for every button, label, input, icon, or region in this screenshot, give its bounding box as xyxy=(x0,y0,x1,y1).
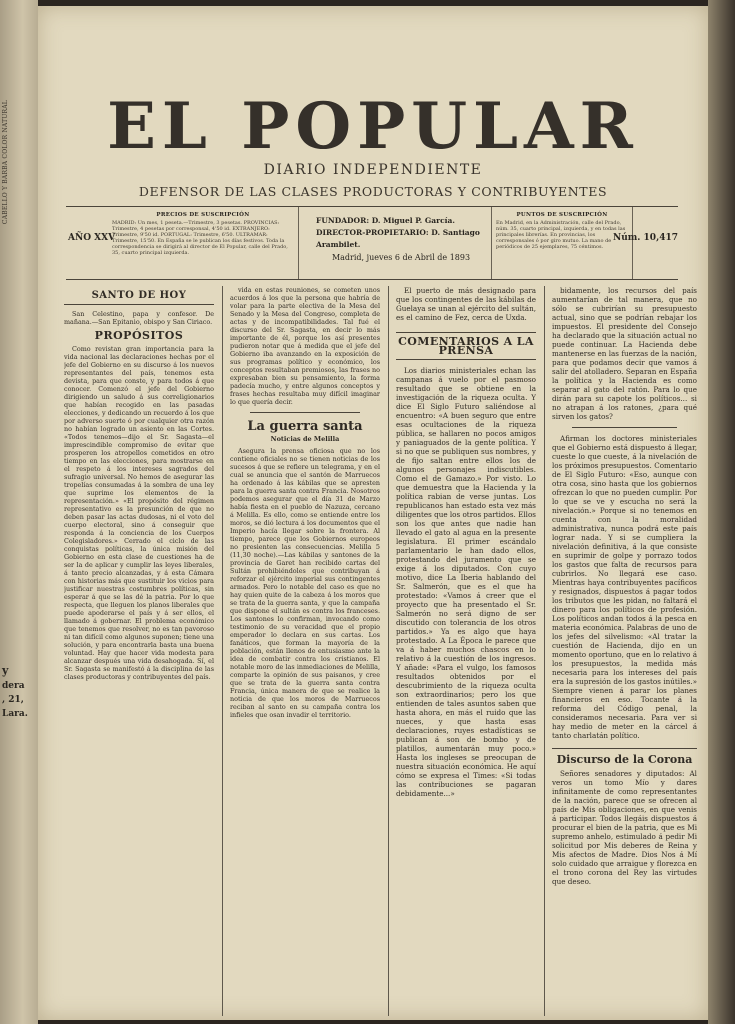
newspaper-subtitle: DIARIO INDEPENDIENTE xyxy=(263,162,483,178)
strip-fragment: Lara. xyxy=(2,709,28,719)
issue-number: Núm. 10,417 xyxy=(612,233,678,243)
santo-text: San Celestino, papa y confesor. De mañana.—San Epitanio, obispo y San Ciriaco. xyxy=(64,310,214,326)
col4-mid-text: Afirman los doctores ministeriales que el Gobierno está dispuesto á llegar, cueste lo que cueste, á la nivelación de los próximos presupuestos. Comentario de El Siglo Futuro: «Eso, aunque con otra cosa, sino hasta que los gobiernos ofrezcan lo que no pueden cumplir. Por lo que se ve y escucha no será la nivelación.» Porque si no tenemos en cuenta con la moralidad administrativa, nunca podrá este país lograr nada. Y si se cumpliera la nivelación definitiva, á la que consiste en suprimir de golpe y porrazo todos los gastos que falta de recursos para cubrirlos. No llegará ese caso. Mientras haya contribuyentes pacíficos y resignados, dispuestos á pagar todos los tributos que les pidan, no faltará el dinero para los políticos de profesión. Los políticos andan todos á la pesca en materia económica. Palabras de uno de los jefes del silvelismo: «Al tratar la cuestión de Hacienda, dijo en un momento oportuno, que en lo relativo á los presupuestos, la medida más necesaria para los intereses del país era la supresión de los gastos inútiles.» Siempre vienen á parar los planes financieros en eso. Tocante á la reforma del Código penal, la consideramos necesaria. Para ver si hay medio de meter en la cárcel á tanto charlatán político. xyxy=(552,434,697,740)
col3-top-text: El puerto de más designado para que los contingentes de las kábilas de Guelaya se unan al ejército del sultán, es el camino de Fez, cerca de Uxda. xyxy=(396,286,536,322)
director-line: DIRECTOR-PROPIETARIO: D. Santiago Arambilet. xyxy=(316,228,480,249)
prensa-heading: COMENTARIOS A LA PRENSA xyxy=(396,332,536,360)
newspaper-masthead: EL POPULAR xyxy=(107,89,639,164)
subscription-prices xyxy=(108,207,299,279)
points-text: En Madrid, en la Administración, calle del Prado, núm. 35, cuarto principal, izquierda, y en todas las principales librerías. En provincias, los corresponsales ó por giro mutuo. La mano de periódicos de 25 ejemplares, 75 céntimos. xyxy=(496,220,626,250)
column-1 xyxy=(64,286,214,1020)
issue-date: Madrid, jueves 6 de Abril de 1893 xyxy=(331,253,471,262)
propositos-heading: PROPÓSITOS xyxy=(94,329,184,342)
corona-heading: Discurso de la Corona xyxy=(552,748,697,764)
column-4 xyxy=(552,286,697,1020)
santo-heading: SANTO DE HOY xyxy=(64,292,214,305)
strip-fragment: , 21, xyxy=(2,695,24,705)
col2-top-text: vida en estas reuniones, se cometen unos acuerdos á los que la persona que habría de volar para la parte electiva de la Mesa del Senado y la Mesa del Congreso, completa de actas y de incompatibilidades. Tal fué el discurso del Sr. Sagasta, en decir lo más importante de él, porque los así presentes pudieron notar que á medida que el jefe del Gobierno iba avanzando en la exposición de sus programas político y económico, los conceptos resultaban premiosos, las frases no expresaban bien su pensamiento, la forma padecía mucho, y entre algunos conceptos y frases hechas resultaba muy difícil imaginar lo que quería decir. xyxy=(230,286,380,406)
prices-heading: PRECIOS DE SUSCRIPCIÓN xyxy=(156,212,250,218)
founder-info xyxy=(316,215,486,251)
section-separator xyxy=(572,427,677,428)
column-rule xyxy=(222,286,223,1016)
strip-vertical-text: CABELLO Y BARBA COLOR NATURAL xyxy=(2,100,9,225)
newspaper-motto: DEFENSOR DE LAS CLASES PRODUCTORAS Y CONTRIBUYENTES xyxy=(138,184,608,199)
column-3 xyxy=(396,286,536,1020)
strip-fragment: y xyxy=(2,664,9,677)
column-rule xyxy=(388,286,389,1016)
strip-fragment: dera xyxy=(2,681,25,691)
guerra-text: Asegura la prensa oficiosa que no los contiene oficiales no se tienen noticias de los sucesos á que se refiere un telegrama, y en el cual se anuncia que el santón de Marruecos ha ordenado á las kábilas que se apresten para la guerra santa contra Francia. Nosotros podemos asegurar que el día 31 de Marzo había fiesta en el pueblo de Nazuza, cercano á Melilla. Es ello, como se entiende entre los moros, se dió lectura á los documentos que el Imperio hacía llegar sobre la frontera. Al tiempo, parece que los Gobiernos europeos no presienten las consecuencias. Melilla 5 (11,30 noche).—Las kábilas y santones de la provincia de Garet han recibido cartas del Sultán prohibiéndoles que contribuyan á reforzar el ejército imperial sus contingentes armados. Pero lo notable del caso es que no hay quien quite de la cabeza á los moros que se trata de la guerra santa, y que la campaña que dispone el sultán es contra los franceses. Los santones lo confirman, invocando como testimonio de su veracidad que el propio emperador lo declara en sus cartas. Los fanáticos, que forman la mayoría de la población, están llenos de entusiasmo ante la idea de combatir contra los cristianos. El notable moro de las inmediaciones de Melilla, comparte la opinión de sus paisanos, y cree que se trata de la guerra santa contra Francia, única manera de que se realice la noticia de que los moros de Marruecos reciban al santo en su campaña contra los infieles que osan invadir el territorio. xyxy=(230,447,380,719)
column-2 xyxy=(230,286,380,1020)
prices-text: MADRID: Un mes, 1 peseta.—Trimestre, 3 pesetas. PROVINCIAS: Trimestre, 4 pesetas por corresponsal, 4'50 id. EXTRANJERO: Trimestre, 9'50 id. PORTUGAL: Trimestre, 6'50. ULTRAMAR: Trimestre, 15'50. En España se le publican los días festivos. Toda la correspondencia se dirigirá al director de El Popular, calle del Prado, 35, cuarto principal izquierda. xyxy=(112,220,288,256)
founder-line: FUNDADOR: D. Miguel P. García. xyxy=(316,216,455,225)
section-separator xyxy=(250,412,360,413)
subscription-points xyxy=(491,207,633,279)
points-heading: PUNTOS DE SUSCRIPCIÓN xyxy=(516,212,608,218)
col4-top-text: bidamente, los recursos del país aumentarían de tal manera, que no sólo se cubrirían su presupuesto actual, sino que se podrían rebajar los impuestos. El presidente del Consejo ha declarado que la situación actual no puede continuar. La Hacienda debe mantenerse en las fuerzas de la nación, para que podamos decir que vamos á salir del atolladero. Separan en España la política y la Hacienda es como separar al gato del ratón. Para lo que dirán para su capote los políticos... si no atrapan á los ratones, ¿para qué sirven los gatos? xyxy=(552,286,697,421)
guerra-subheading: Noticias de Melilla xyxy=(270,435,340,443)
prensa-text: Los diarios ministeriales echan las campanas á vuelo por el pasmoso resultado que se obtiene en la investigación de la riqueza oculta. Y dice El Siglo Futuro saliéndose al encuentro: «A buen seguro que entre esas ocultaciones de la riqueza pública, se hallaren no pocos amigos y paniaguados de la gente política. Y si no que se publiquen sus nombres, y de fijo saltan entre ellos los de algunos personajes indiscutibles. Como el de Gamazo.» Por visto. Lo que demuestra que la Hacienda y la política rabian de verse juntas. Los republicanos han estado esta vez más diligentes que los otros partidos. Ellos son los que antes que nadie han llevado el gato al agua en la presente legislatura. El primer escándalo parlamentario le han dado ellos, protestando del juramento que se exige á los diputados. Con cuyo motivo, dice La Iberia hablando del Sr. Salmerón, que es el que ha protestado: «Vamos á creer que el proyecto que ha presentado el Sr. Salmerón no será digno de ser discutido con tolerancia de los otros partidos.» Ya es algo que haya protestado. A La Época le parece que va á haber muchos chascos en lo relativo á la cuestión de los ingresos. Y añade: «Para el vulgo, los famosos resultados obtenidos por el descubrimiento de la riqueza oculta son extraordinarios; pero los que entienden de tales asuntos saben que hasta ahora, en más el ruido que las nueces, y que hasta esas declaraciones, ruyes estadísticas se publican á son de bombo y de platillos, aumentarán muy poco.» Hasta los ingleses se preocupan de nuestra situación económica. He aquí cómo se expresa el Times: «Si todas las contribuciones se pagaran debidamente...» xyxy=(396,366,536,798)
year-label: AÑO XXV xyxy=(68,233,116,243)
guerra-heading: La guerra santa xyxy=(247,419,363,434)
column-rule xyxy=(544,286,545,1016)
corona-text: Señores senadores y diputados: Al veros un tomo Mío y dares infinitamente de como representantes de la nación, parece que se ofrecen al país de Mis obligaciones, en que venis á participar. Todos llegáis dispuestos á procurar el bien de la patria, que es Mi supremo anhelo, estimulado á pedir Mi solicitud por Mis deberes de Reina y Mis afectos de Madre. Dios Nos á Mí solo cuidado que arraigue y florezca en el trono corona del Rey las virtudes que deseo. xyxy=(552,769,697,886)
info-bar xyxy=(66,206,678,280)
propositos-text: Como revistan gran importancia para la vida nacional las declaraciones hechas por el jefe del Gobierno en su discurso á los nuevos representantes del país, tenemos esta devista, para que conste, y para todos á que conocer. Comenzó el jefe del Gobierno dirigiendo un saludo á sus correligionarios que habían recogido en las pasadas elecciones, y dedicando un recuerdo á los que por adverso suerte ó por cualquier otra razón no habían logrado un asiento en las Cortes. «Todos tenemos—dijo el Sr. Sagasta—el imprescindible compromiso de evitar que prosperen los atropellos cometidos en otro tiempo en las elecciones, para mostrarse en el respeto á los intereses sagrados del sufragio universal. No hemos de asegurar las tropelías consumadas á la sombra de una ley que suprime los elementos de la representación.» «El propósito del régimen representativo es la presunción de que no deben pasar las actas dudosas, ni el voto del cuerpo electoral, sino á conseguir que responda á la conciencia de los Cuerpos Colegisladores.» Cerrado el ciclo de las conquistas políticas, la única misión del Gobierno en esta clase de cuestiones ha de ser la de aplicar y cumplir las leyes liberales, á tanto precio alcanzadas, y á esta Cámara con historias más que sustituir los vicios para justificar nuestras costumbres políticas, sin esperar á que se las dé la patria. Por lo que respecta, que lleguen los planos liberales que puede apoderarse el país y á ser ellos, el llamado á gobernar. El problema económico que tenemos que resolver, no es tan pavoroso ni tan difícil como algunos suponen; tiene una solución, y para encontrarla basta una buena voluntad. Hay que hacer vida modesta para alcanzar después una vida desahogada. Sí, el Sr. Sagasta se manifestó á la disciplina de las clases productoras y contribuyentes del país. xyxy=(64,345,214,681)
page-edge-shadow xyxy=(708,0,735,1024)
newspaper-page xyxy=(38,6,708,1020)
adjacent-page-strip xyxy=(0,0,38,1024)
